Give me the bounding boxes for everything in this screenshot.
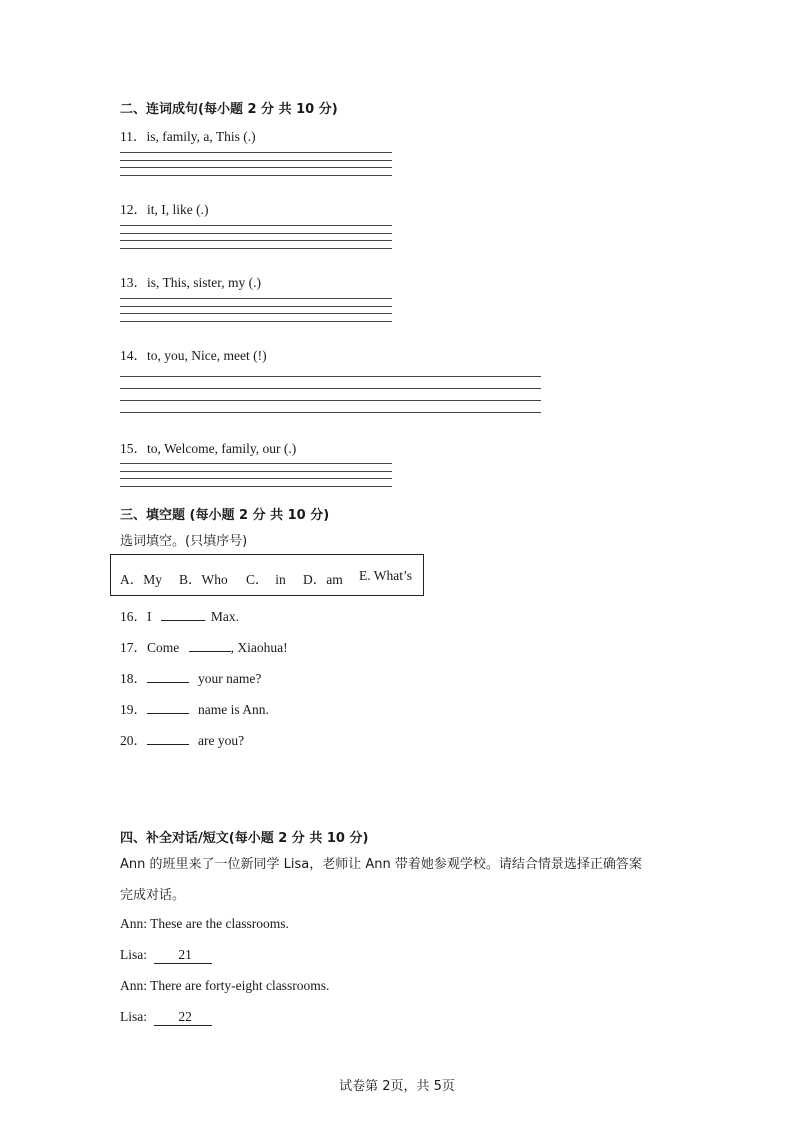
word-option-d: D．am [303,572,343,587]
answer-lines-11[interactable] [120,152,392,182]
question-number: 19． [120,702,147,717]
question-words: to, Welcome, family, our (.) [147,441,297,456]
section4-title: 四、补全对话/短文(每小题 2 分 共 10 分) [120,831,369,846]
page-footer: 试卷第 2页，共 5页 [339,1079,455,1094]
word-option-b: B．Who [179,572,228,587]
speaker: Ann: [120,978,147,993]
answer-lines-14[interactable] [120,376,541,420]
fill-blank-17[interactable] [189,639,231,652]
question-number: 17． [120,640,147,655]
dialogue-line-ann-1 [120,916,289,932]
text-after: are you? [198,733,245,748]
text-after: your name? [198,671,262,686]
answer-lines-13[interactable] [120,298,392,328]
word-option-e: E. What’s [359,568,412,583]
question-words: to, you, Nice, meet (!) [147,348,267,363]
text-after: name is Ann. [198,702,269,717]
section4-intro-line1: Ann 的班里来了一位新同学 Lisa，老师让 Ann 带着她参观学校。请结合情景选择正确答案 [120,857,642,872]
speaker: Lisa: [120,947,147,962]
question-14 [120,344,267,364]
answer-lines-12[interactable] [120,225,392,255]
question-words: is, This, sister, my (.) [147,275,261,290]
question-19 [120,698,269,718]
question-number: 14． [120,348,147,363]
dialogue-line-ann-2 [120,978,329,994]
question-number: 16． [120,609,147,624]
answer-lines-15[interactable] [120,463,392,493]
word-option-a: A．My [120,572,163,587]
section4-intro-line2: 完成对话。 [120,888,186,903]
text-after: Max. [210,609,239,624]
answer-blank-21[interactable]: 21 [154,947,212,964]
question-number: 20． [120,733,147,748]
fill-blank-18[interactable] [147,670,189,683]
question-number: 11． [120,129,147,144]
text-before: I [147,609,152,624]
fill-blank-19[interactable] [147,701,189,714]
question-words: is, family, a, This (.) [146,129,256,144]
dialogue-text: These are the classrooms. [150,916,289,931]
section3-instruction: 选词填空。(只填序号) [120,534,248,549]
question-18 [120,667,261,687]
dialogue-line-lisa-2 [120,1009,212,1026]
dialogue-text: There are forty-eight classrooms. [150,978,330,993]
question-13 [120,271,261,291]
question-20 [120,729,244,749]
dialogue-line-lisa-1 [120,947,212,964]
question-12 [120,198,208,218]
question-number: 12． [120,202,147,217]
text-before: Come [147,640,180,655]
question-words: it, I, like (.) [147,202,209,217]
question-11 [120,125,256,145]
question-15 [120,437,296,457]
question-17 [120,636,288,656]
section2-title: 二、连词成句(每小题 2 分 共 10 分) [120,102,338,117]
fill-blank-20[interactable] [147,732,189,745]
question-16 [120,605,239,625]
word-option-c: C． in [246,572,286,587]
text-after: , Xiaohua! [230,640,288,655]
section3-title: 三、填空题 (每小题 2 分 共 10 分) [120,508,330,523]
question-number: 15． [120,441,147,456]
answer-blank-22[interactable]: 22 [154,1009,212,1026]
question-number: 18． [120,671,147,686]
fill-blank-16[interactable] [161,608,205,621]
question-number: 13． [120,275,147,290]
speaker: Lisa: [120,1009,147,1024]
speaker: Ann: [120,916,147,931]
